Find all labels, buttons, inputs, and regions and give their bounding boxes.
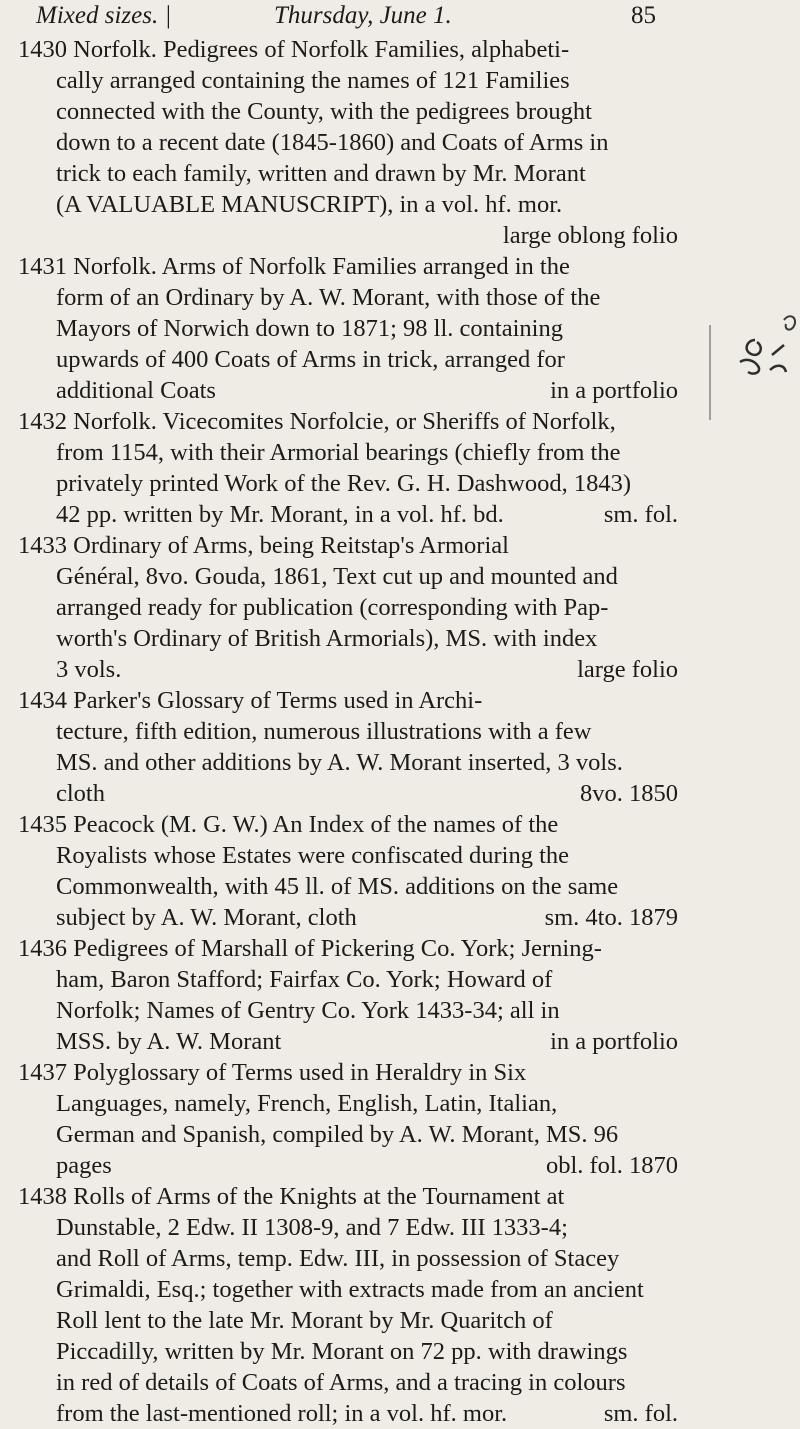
catalogue-entry (18, 1057, 678, 1181)
entry-last-line (18, 1398, 678, 1429)
entry-line: Piccadilly, written by Mr. Morant on 72 pp. with drawings (56, 1338, 628, 1365)
entry-line: worth's Ordinary of British Armorials), MS. with index (56, 625, 598, 652)
catalogue-entry (18, 406, 678, 530)
entry-format: large oblong folio (502, 222, 678, 249)
entry-line: and Roll of Arms, temp. Edw. III, in possession of Stacey (56, 1245, 620, 1272)
entry-line: arranged ready for publication (corresponding with Pap- (56, 594, 609, 621)
entry-line: 1436 Pedigrees of Marshall of Pickering Co. York; Jerning- (18, 935, 602, 962)
entry-format: sm. 4to. 1879 (544, 904, 678, 931)
entry-line: Commonwealth, with 45 ll. of MS. additions on the same (56, 873, 619, 900)
entry-line: Royalists whose Estates were confiscated during the (56, 842, 570, 869)
entry-format: obl. fol. 1870 (545, 1152, 678, 1179)
catalogue-entry (18, 685, 678, 809)
entry-line: 1438 Rolls of Arms of the Knights at the Tournament at (18, 1183, 565, 1210)
entry-line: German and Spanish, compiled by A. W. Morant, MS. 96 (56, 1121, 619, 1148)
entry-line: cally arranged containing the names of 121 Families (56, 67, 570, 94)
entry-text: MSS. by A. W. Morant (56, 1028, 282, 1055)
entry-format: large folio (577, 656, 678, 683)
catalogue-entry (18, 809, 678, 933)
marginal-pencil-marks (700, 300, 800, 430)
catalogue-entries (18, 34, 678, 1429)
page-number: 85 (631, 2, 656, 29)
catalogue-entry (18, 530, 678, 685)
header-date: Thursday, June 1. (274, 2, 452, 29)
catalogue-entry (18, 34, 678, 251)
entry-last-line (18, 902, 678, 933)
entry-line: Dunstable, 2 Edw. II 1308-9, and 7 Edw. III 1333-4; (56, 1214, 568, 1241)
entry-line: form of an Ordinary by A. W. Morant, with those of the (56, 284, 601, 311)
entry-line: Grimaldi, Esq.; together with extracts made from an ancient (56, 1276, 644, 1303)
entry-text: pages (56, 1152, 112, 1179)
entry-line: Général, 8vo. Gouda, 1861, Text cut up and mounted and (56, 563, 618, 590)
entry-format: 8vo. 1850 (580, 780, 678, 807)
entry-text: 42 pp. written by Mr. Morant, in a vol. hf. bd. (56, 501, 504, 528)
entry-line: 1435 Peacock (M. G. W.) An Index of the names of the (18, 811, 559, 838)
entry-last-line (18, 654, 678, 685)
entry-format: in a portfolio (550, 1028, 678, 1055)
entry-line: MS. and other additions by A. W. Morant inserted, 3 vols. (56, 749, 623, 776)
entry-text: additional Coats (56, 377, 216, 404)
catalogue-entry (18, 1181, 678, 1429)
entry-text: from the last-mentioned roll; in a vol. hf. mor. (56, 1400, 508, 1427)
entry-last-line (18, 1150, 678, 1181)
entry-line: 1432 Norfolk. Vicecomites Norfolcie, or Sheriffs of Norfolk, (18, 408, 616, 435)
entry-text: cloth (56, 780, 105, 807)
entry-line: Norfolk; Names of Gentry Co. York 1433-34; all in (56, 997, 560, 1024)
entry-line: 1430 Norfolk. Pedigrees of Norfolk Families, alphabeti- (18, 36, 570, 63)
entry-text: subject by A. W. Morant, cloth (56, 904, 357, 931)
entry-line: 1437 Polyglossary of Terms used in Heraldry in Six (18, 1059, 527, 1086)
entry-line: down to a recent date (1845-1860) and Coats of Arms in (56, 129, 609, 156)
catalogue-entry (18, 251, 678, 406)
entry-line: 1433 Ordinary of Arms, being Reitstap's Armorial (18, 532, 509, 559)
entry-last-line (18, 1026, 678, 1057)
entry-line: in red of details of Coats of Arms, and a tracing in colours (56, 1369, 626, 1396)
page-header (36, 2, 656, 34)
entry-line: Mayors of Norwich down to 1871; 98 ll. containing (56, 315, 563, 342)
entry-line: from 1154, with their Armorial bearings (chiefly from the (56, 439, 621, 466)
entry-last-line (18, 778, 678, 809)
entry-text: 3 vols. (56, 656, 122, 683)
entry-line: Roll lent to the late Mr. Morant by Mr. Quaritch of (56, 1307, 553, 1334)
entry-format: sm. fol. (603, 501, 678, 528)
entry-line: Languages, namely, French, English, Latin, Italian, (56, 1090, 558, 1117)
entry-line: (A VALUABLE MANUSCRIPT), in a vol. hf. mor. (56, 191, 563, 218)
entry-line: ham, Baron Stafford; Fairfax Co. York; Howard of (56, 966, 553, 993)
entry-line: privately printed Work of the Rev. G. H. Dashwood, 1843) (56, 470, 632, 497)
entry-last-line (18, 375, 678, 406)
entry-line: upwards of 400 Coats of Arms in trick, arranged for (56, 346, 565, 373)
entry-line: connected with the County, with the pedigrees brought (56, 98, 592, 125)
entry-format: in a portfolio (550, 377, 678, 404)
entry-last-line (18, 499, 678, 530)
entry-line: tecture, fifth edition, numerous illustrations with a few (56, 718, 592, 745)
catalogue-entry (18, 933, 678, 1057)
entry-format: sm. fol. (603, 1400, 678, 1427)
entry-line: 1434 Parker's Glossary of Terms used in Archi- (18, 687, 483, 714)
entry-line: trick to each family, written and drawn by Mr. Morant (56, 160, 586, 187)
entry-line: 1431 Norfolk. Arms of Norfolk Families arranged in the (18, 253, 570, 280)
header-left: Mixed sizes. | (36, 2, 172, 29)
